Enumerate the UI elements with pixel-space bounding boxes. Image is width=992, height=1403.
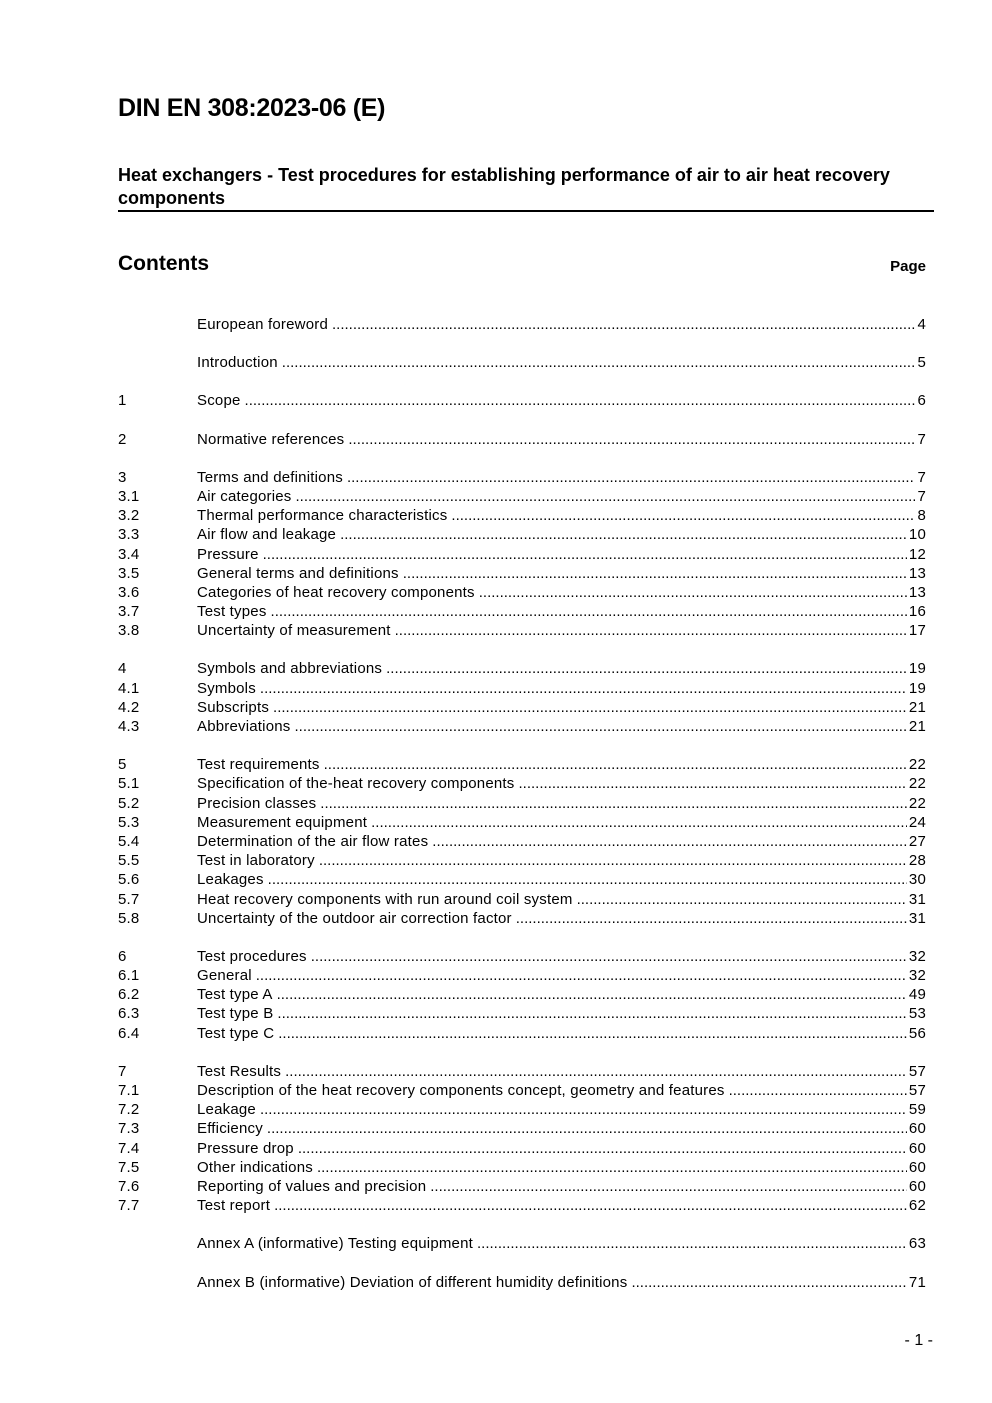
toc-entry-title: Test procedures	[197, 947, 307, 965]
toc-entry-title: Air categories	[197, 487, 292, 505]
toc-entry-page: 28	[908, 852, 926, 870]
toc-entry-page: 60	[908, 1158, 926, 1176]
toc-entry-number: 3.8	[118, 622, 140, 640]
toc-entry[interactable]	[118, 756, 926, 775]
toc-entry-page: 71	[908, 1273, 926, 1291]
toc-entry-title: Subscripts	[197, 698, 270, 716]
toc-entry-number: 5.1	[118, 775, 140, 793]
toc-entry-page: 59	[908, 1101, 926, 1119]
toc-entry-title: Test report	[197, 1197, 271, 1215]
toc-entry[interactable]	[118, 775, 926, 794]
toc-entry-page: 5	[917, 354, 926, 372]
toc-entry-number: 4.1	[118, 679, 140, 697]
toc-entry-number: 3.3	[118, 526, 140, 544]
toc-entry-title: Normative references	[197, 430, 345, 448]
toc-entry-page: 60	[908, 1177, 926, 1195]
toc-entry-page: 57	[908, 1082, 926, 1099]
toc-entry-page: 19	[908, 679, 926, 697]
toc-entry-page: 10	[908, 526, 926, 544]
toc-group	[118, 756, 926, 929]
toc-entry-page: 30	[908, 871, 926, 889]
toc-entry-page: 17	[908, 622, 926, 640]
toc-group	[118, 392, 926, 411]
toc-entry[interactable]	[118, 986, 926, 1005]
toc-entry[interactable]	[118, 718, 926, 737]
toc-entry-number: 5.8	[118, 909, 140, 927]
toc-entry-number: 3.1	[118, 487, 140, 505]
toc-entry-number: 7.7	[118, 1197, 140, 1215]
toc-entry[interactable]	[118, 814, 926, 833]
toc-entry[interactable]	[118, 948, 926, 967]
toc-entry[interactable]	[118, 1197, 926, 1216]
footer-page-number: - 1 -	[904, 1332, 933, 1349]
toc-leader-dots	[386, 660, 907, 679]
toc-entry-number: 3.6	[118, 583, 140, 601]
toc-entry-page: 57	[908, 1062, 926, 1080]
toc-leader-dots	[263, 546, 907, 565]
toc-leader-dots	[729, 1082, 907, 1101]
toc-leader-dots	[274, 1197, 907, 1216]
toc-entry-title: Determination of the air flow rates	[197, 832, 429, 850]
toc-entry-page: 31	[908, 909, 926, 927]
toc-entry-number: 7.2	[118, 1101, 140, 1119]
toc-entry-number: 6	[118, 947, 127, 965]
toc-group	[118, 948, 926, 1044]
toc-entry-title: Test type C	[197, 1024, 275, 1042]
toc-entry[interactable]	[118, 1178, 926, 1197]
toc-entry[interactable]	[118, 967, 926, 986]
toc-group	[118, 1274, 926, 1293]
toc-entry-title: Annex A (informative) Testing equipment	[197, 1235, 474, 1253]
toc-entry-number: 3.5	[118, 564, 140, 582]
toc-entry-page: 22	[908, 756, 926, 774]
toc-leader-dots	[332, 316, 915, 335]
toc-entry-title: Test in laboratory	[197, 852, 315, 870]
toc-entry-title: Scope	[197, 392, 241, 410]
toc-entry-number: 3.4	[118, 545, 140, 563]
toc-entry-page: 21	[908, 698, 926, 716]
toc-entry[interactable]	[118, 795, 926, 814]
toc-entry-number: 5	[118, 756, 127, 774]
toc-entry[interactable]	[118, 431, 926, 450]
toc-leader-dots	[311, 948, 907, 967]
toc-leader-dots	[451, 507, 915, 526]
toc-entry-title: Uncertainty of the outdoor air correction factor	[197, 909, 512, 927]
toc-entry[interactable]	[118, 833, 926, 852]
toc-entry-page: 49	[908, 986, 926, 1004]
toc-entry-title: Pressure	[197, 545, 259, 563]
toc-entry[interactable]	[118, 316, 926, 335]
toc-entry-number: 5.5	[118, 852, 140, 870]
toc-leader-dots	[296, 488, 916, 507]
toc-leader-dots	[319, 852, 907, 871]
toc-leader-dots	[348, 431, 915, 450]
toc-entry-page: 53	[908, 1005, 926, 1023]
toc-entry[interactable]	[118, 660, 926, 679]
toc-entry-title: Measurement equipment	[197, 813, 368, 831]
toc-entry-title: Leakage	[197, 1101, 256, 1119]
toc-entry-number: 5.6	[118, 871, 140, 889]
toc-entry-title: Efficiency	[197, 1120, 263, 1138]
toc-entry-page: 22	[908, 794, 926, 812]
toc-entry-title: Categories of heat recovery components	[197, 583, 475, 601]
toc-leader-dots	[256, 967, 907, 986]
toc-leader-dots	[324, 756, 907, 775]
toc-entry-title: Other indications	[197, 1158, 313, 1176]
toc-entry-number: 3.2	[118, 507, 140, 525]
toc-entry-title: Test types	[197, 603, 267, 621]
toc-entry-title: Test requirements	[197, 756, 320, 774]
toc-entry-page: 16	[908, 603, 926, 621]
toc-entry-page: 24	[908, 813, 926, 831]
toc-entry[interactable]	[118, 1274, 926, 1293]
toc-entry-title: Test Results	[197, 1062, 282, 1080]
toc-entry-title: Leakages	[197, 871, 264, 889]
toc-entry[interactable]	[118, 488, 926, 507]
toc-leader-dots	[403, 565, 907, 584]
toc-leader-dots	[479, 584, 907, 603]
toc-leader-dots	[395, 622, 907, 641]
toc-leader-dots	[260, 1101, 907, 1120]
toc-entry-page: 22	[908, 775, 926, 793]
toc-entry-page: 31	[908, 890, 926, 908]
toc-entry[interactable]	[118, 392, 926, 411]
document-title: DIN EN 308:2023-06 (E)	[118, 94, 386, 122]
toc-leader-dots	[298, 1140, 907, 1159]
toc-leader-dots	[371, 814, 907, 833]
toc-entry-number: 4.3	[118, 718, 140, 735]
toc-entry-page: 63	[908, 1235, 926, 1253]
toc-entry-page: 4	[917, 316, 926, 333]
toc-entry-number: 5.4	[118, 832, 140, 850]
toc-entry-page: 60	[908, 1139, 926, 1157]
toc-entry-number: 3	[118, 468, 127, 486]
toc-leader-dots	[430, 1178, 907, 1197]
toc-leader-dots	[245, 392, 916, 411]
toc-entry-number: 6.1	[118, 967, 140, 985]
toc-entry[interactable]	[118, 910, 926, 929]
toc-entry[interactable]	[118, 852, 926, 871]
toc-leader-dots	[340, 526, 907, 545]
toc-entry[interactable]	[118, 622, 926, 641]
toc-entry-title: Precision classes	[197, 794, 317, 812]
toc-leader-dots	[273, 699, 907, 718]
toc-entry-number: 7.6	[118, 1177, 140, 1195]
toc-group	[118, 660, 926, 737]
toc-entry-number: 2	[118, 430, 127, 448]
toc-entry-title: Pressure drop	[197, 1139, 294, 1157]
toc-entry-page: 32	[908, 947, 926, 965]
toc-entry-number: 5.7	[118, 890, 140, 908]
toc-entry[interactable]	[118, 584, 926, 603]
toc-leader-dots	[477, 1235, 907, 1254]
toc-entry-title: Specification of the-heat recovery components	[197, 775, 515, 793]
toc-entry[interactable]	[118, 354, 926, 373]
toc-entry-title: Air flow and leakage	[197, 526, 337, 544]
toc-leader-dots	[267, 1120, 907, 1139]
title-divider	[118, 210, 934, 212]
toc-entry-title: Introduction	[197, 354, 278, 372]
toc-entry-page: 8	[917, 507, 926, 525]
toc-entry-page: 13	[908, 583, 926, 601]
toc-entry[interactable]	[118, 699, 926, 718]
toc-leader-dots	[260, 680, 907, 699]
toc-entry-title: Test type A	[197, 986, 273, 1004]
toc-leader-dots	[519, 775, 907, 794]
toc-entry[interactable]	[118, 871, 926, 890]
toc-entry-number: 6.4	[118, 1024, 140, 1042]
toc-leader-dots	[268, 871, 907, 890]
toc-leader-dots	[631, 1274, 906, 1293]
toc-entry[interactable]	[118, 507, 926, 526]
toc-entry[interactable]	[118, 526, 926, 545]
toc-entry-number: 6.3	[118, 1005, 140, 1023]
toc-entry-number: 4	[118, 660, 127, 678]
toc-leader-dots	[282, 354, 916, 373]
toc-entry[interactable]	[118, 1101, 926, 1120]
toc-group	[118, 469, 926, 642]
toc-entry[interactable]	[118, 1120, 926, 1139]
toc-entry-title: Abbreviations	[197, 718, 291, 735]
toc-entry-number: 7	[118, 1062, 127, 1080]
toc-entry[interactable]	[118, 891, 926, 910]
toc-entry-page: 7	[917, 487, 926, 505]
toc-entry-page: 60	[908, 1120, 926, 1138]
toc-leader-dots	[317, 1159, 907, 1178]
toc-entry-title: Thermal performance characteristics	[197, 507, 448, 525]
toc-leader-dots	[295, 718, 907, 737]
toc-entry-number: 7.4	[118, 1139, 140, 1157]
toc-entry-title: Symbols and abbreviations	[197, 660, 383, 678]
toc-entry[interactable]	[118, 546, 926, 565]
toc-entry[interactable]	[118, 1005, 926, 1024]
page-column-label: Page	[890, 258, 926, 275]
toc-entry-page: 56	[908, 1024, 926, 1042]
toc-leader-dots	[516, 910, 907, 929]
toc-entry-page: 6	[917, 392, 926, 410]
toc-entry-page: 12	[908, 545, 926, 563]
toc-leader-dots	[278, 1025, 907, 1044]
toc-leader-dots	[277, 1005, 907, 1024]
toc-entry[interactable]	[118, 1235, 926, 1254]
contents-heading: Contents	[118, 252, 209, 275]
toc-leader-dots	[347, 469, 916, 488]
toc-entry-title: Annex B (informative) Deviation of different humidity definitions	[197, 1273, 628, 1291]
toc-entry[interactable]	[118, 1140, 926, 1159]
toc-leader-dots	[432, 833, 907, 852]
toc-entry-number: 7.3	[118, 1120, 140, 1138]
toc-entry-title: Symbols	[197, 679, 256, 697]
toc-entry-title: Description of the heat recovery components concept, geometry and features	[197, 1082, 725, 1099]
toc-entry-title: Uncertainty of measurement	[197, 622, 391, 640]
toc-entry[interactable]	[118, 1025, 926, 1044]
toc-entry-number: 4.2	[118, 698, 140, 716]
toc-group	[118, 354, 926, 373]
toc-leader-dots	[285, 1063, 907, 1082]
toc-group	[118, 316, 926, 335]
toc-group	[118, 1235, 926, 1254]
toc-entry-number: 5.2	[118, 794, 140, 812]
toc-entry-page: 27	[908, 832, 926, 850]
toc-entry-page: 62	[908, 1197, 926, 1215]
toc-entry[interactable]	[118, 1063, 926, 1082]
toc-entry-title: General terms and definitions	[197, 564, 399, 582]
toc-leader-dots	[271, 603, 907, 622]
table-of-contents	[118, 316, 926, 1312]
toc-entry-page: 32	[908, 967, 926, 985]
toc-leader-dots	[277, 986, 907, 1005]
toc-entry-page: 7	[917, 430, 926, 448]
toc-entry[interactable]	[118, 603, 926, 622]
toc-entry-title: Reporting of values and precision	[197, 1177, 427, 1195]
toc-leader-dots	[320, 795, 907, 814]
toc-leader-dots	[577, 891, 907, 910]
toc-group	[118, 431, 926, 450]
toc-entry-title: Terms and definitions	[197, 468, 343, 486]
toc-entry-number: 3.7	[118, 603, 140, 621]
toc-entry-number: 7.1	[118, 1082, 140, 1099]
toc-entry-number: 6.2	[118, 986, 140, 1004]
toc-entry-number: 7.5	[118, 1158, 140, 1176]
toc-entry-page: 19	[908, 660, 926, 678]
toc-entry[interactable]	[118, 680, 926, 699]
toc-entry-title: Heat recovery components with run around coil system	[197, 890, 573, 908]
toc-entry[interactable]	[118, 469, 926, 488]
toc-entry[interactable]	[118, 565, 926, 584]
toc-entry-title: Test type B	[197, 1005, 274, 1023]
toc-entry[interactable]	[118, 1159, 926, 1178]
toc-entry-number: 5.3	[118, 813, 140, 831]
toc-entry-page: 13	[908, 564, 926, 582]
toc-group	[118, 1063, 926, 1217]
toc-entry-title: General	[197, 967, 252, 985]
toc-entry-number: 1	[118, 392, 127, 410]
toc-entry[interactable]	[118, 1082, 926, 1101]
toc-entry-page: 7	[917, 468, 926, 486]
toc-entry-page: 21	[908, 718, 926, 735]
toc-entry-title: European foreword	[197, 316, 328, 333]
document-subtitle: Heat exchangers - Test procedures for establishing performance of air to air heat recovery components	[118, 165, 890, 208]
